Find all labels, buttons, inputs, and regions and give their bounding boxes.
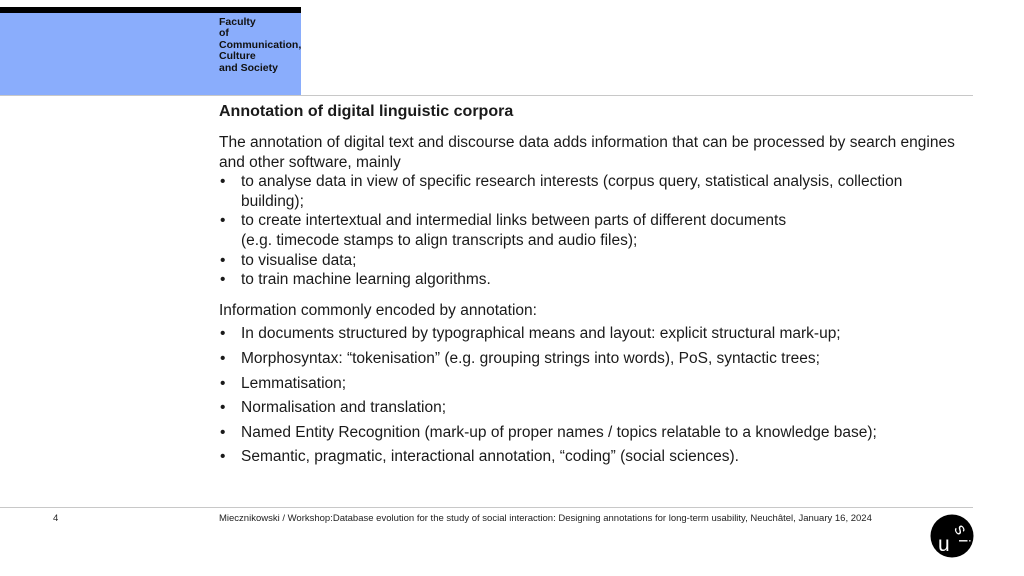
list-item: • to create intertextual and intermedial links between parts of different documents (e.g. timecode stamps to align transcripts and audio files); (220, 212, 787, 249)
list-item: • to visualise data; (220, 251, 357, 269)
usi-logo-icon (930, 514, 974, 558)
list-item-sub: (e.g. timecode stamps to align transcripts and audio files); (241, 231, 638, 249)
bullet-icon: • (220, 448, 226, 466)
bullet-icon: • (220, 399, 226, 417)
list-item: • Morphosyntax: “tokenisation” (e.g. grouping strings into words), PoS, syntactic trees; (220, 349, 820, 367)
bullet-icon: • (220, 349, 226, 367)
bullet-icon: • (220, 423, 226, 441)
bullet-icon: • (220, 251, 226, 269)
bullet-icon: • (220, 212, 226, 230)
header-divider (0, 95, 973, 96)
intro-paragraph: The annotation of digital text and discourse data adds information that can be processed by search engines and other software, mainly (219, 134, 955, 171)
logo-letter: s (950, 521, 972, 538)
logo-letter: i (955, 539, 972, 543)
bullet-icon: • (220, 325, 226, 343)
slide-body (219, 133, 959, 467)
list-item: • to analyse data in view of specific research interests (corpus query, statistical analysis, collection building); (220, 173, 903, 210)
list-item: • Semantic, pragmatic, interactional annotation, “coding” (social sciences). (220, 448, 739, 466)
list-item: • Named Entity Recognition (mark-up of proper names / topics relatable to a knowledge base); (220, 423, 877, 441)
section2-intro: Information commonly encoded by annotation: (219, 301, 537, 319)
logo-letter: u (938, 533, 950, 556)
encoding-list (219, 324, 959, 467)
list-item: • In documents structured by typographical means and layout: explicit structural mark-up; (220, 325, 841, 343)
bullet-icon: • (220, 271, 226, 289)
slide-title: Annotation of digital linguistic corpora (219, 103, 514, 120)
purpose-list (219, 172, 959, 290)
list-item: • Lemmatisation; (220, 374, 347, 392)
footer-divider (0, 507, 973, 508)
bullet-icon: • (220, 173, 226, 191)
list-item: • to train machine learning algorithms. (220, 271, 491, 289)
page-number: 4 (53, 513, 59, 524)
list-item: • Normalisation and translation; (220, 399, 447, 417)
faculty-name: Faculty of Communication, Culture and Society (219, 16, 302, 74)
faculty-banner (0, 13, 301, 95)
footer-citation: Miecznikowski / Workshop:Database evolution for the study of social interaction: Designing annotations for long-term usability, Neuchâtel, January 16, 2024 (219, 513, 872, 524)
bullet-icon: • (220, 374, 226, 392)
